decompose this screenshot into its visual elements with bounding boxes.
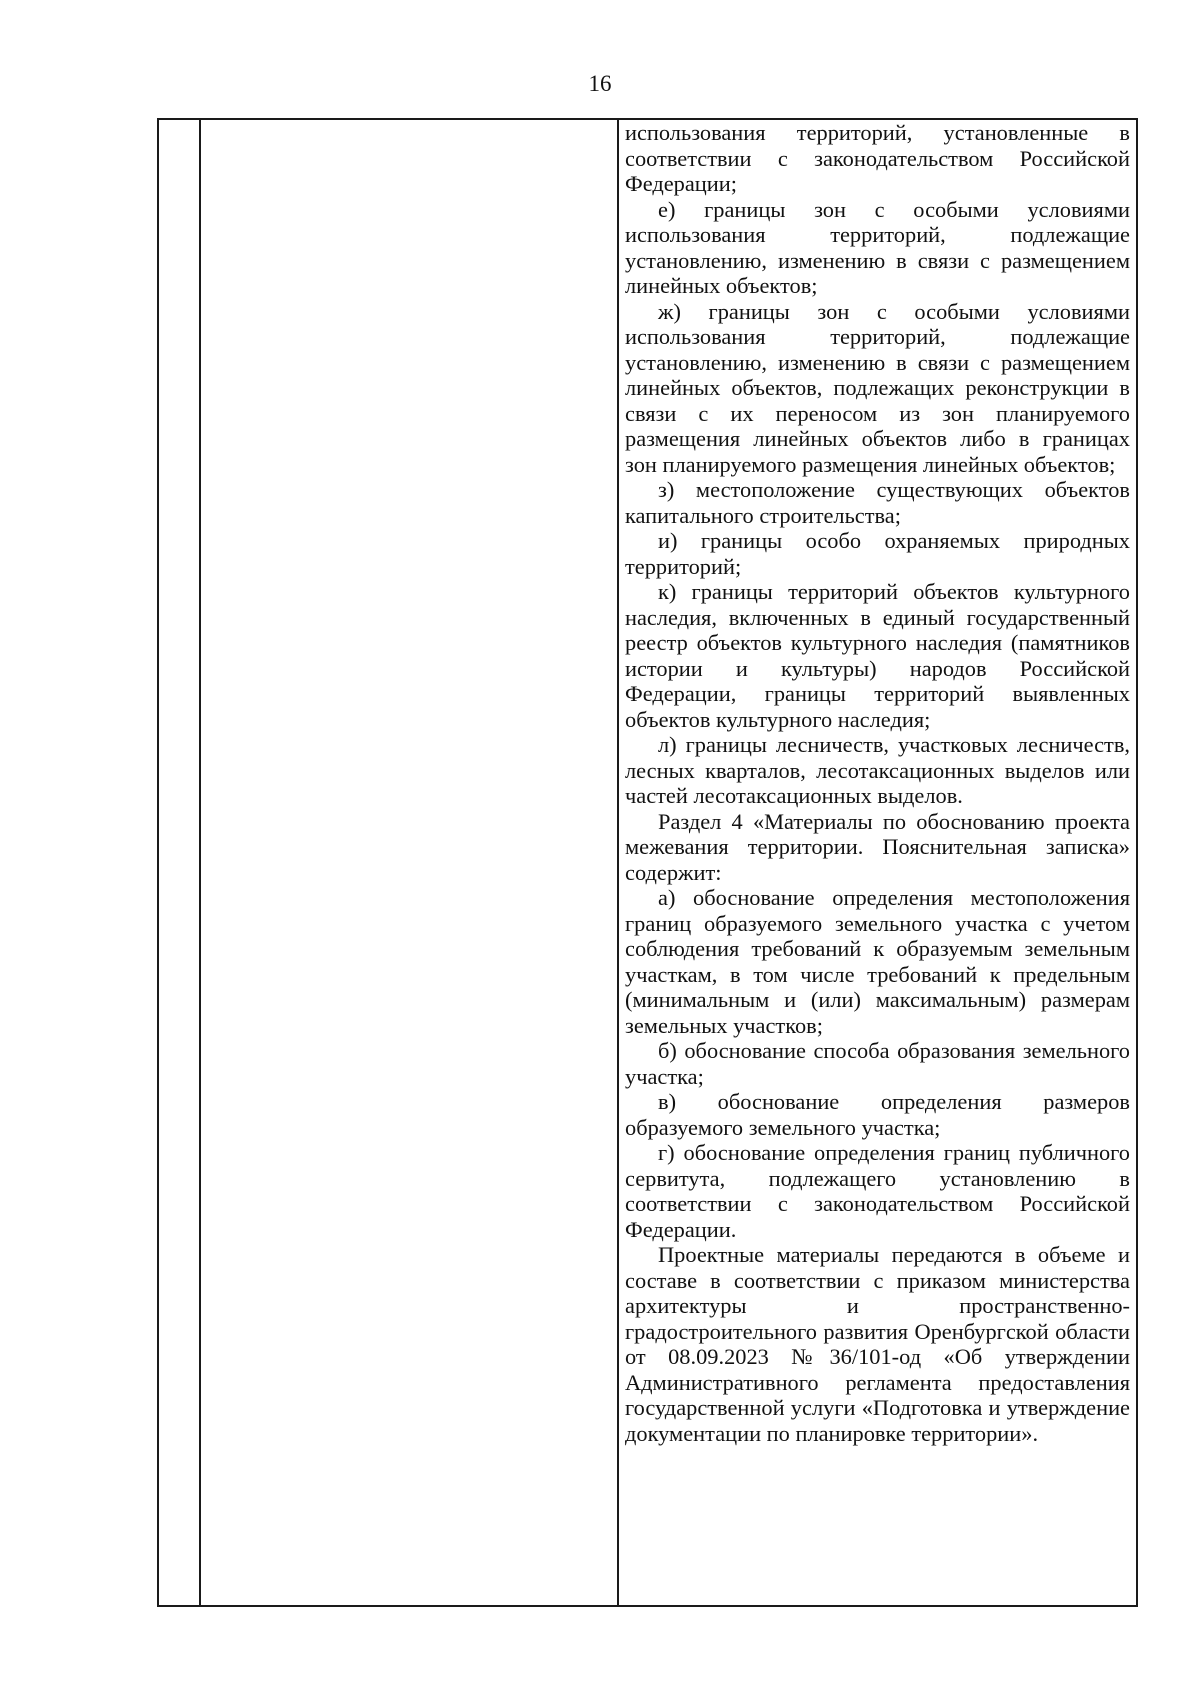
table-column-divider [199,120,201,1605]
document-table [157,118,1138,1607]
paragraph: ж) границы зон с особыми условиями использования территорий, подлежащие установлению, изменению в связи с размещением линейных объектов, подлежащих реконструкции в связи с их переносом из зон планируемого размещения линейных объектов либо в границах зон планируемого размещения линейных объектов; [625,298,1130,477]
paragraph: в) обоснование определения размеров образуемого земельного участка; [625,1089,1130,1140]
paragraph: Проектные материалы передаются в объеме и составе в соответствии с приказом министерства архитектуры и пространственно-градостроительного развития Оренбургской области от 08.09.2023 №36/101-од «Об утверждении Административного регламента предоставления государственной услуги «Подготовка и утверждение документации по планировке территории». [625,1242,1130,1446]
page-number: 16 [588,71,612,96]
paragraph: б) обоснование способа образования земельного участка; [625,1038,1130,1089]
paragraph: Раздел 4 «Материалы по обоснованию проекта межевания территории. Пояснительная записка» содержит: [625,808,1130,885]
paragraph: з) местоположение существующих объектов капитального строительства; [625,477,1130,528]
paragraph: и) границы особо охраняемых природных территорий; [625,528,1130,579]
paragraph: г) обоснование определения границ публичного сервитута, подлежащего установлению в соответствии с законодательством Российской Федерации. [625,1140,1130,1242]
paragraph: к) границы территорий объектов культурного наследия, включенных в единый государственный реестр объектов культурного наследия (памятников истории и культуры) народов Российской Федерации, границы территорий выявленных объектов культурного наследия; [625,579,1130,732]
table-column-divider [617,120,619,1605]
paragraph: а) обоснование определения местоположения границ образуемого земельного участка с учетом соблюдения требований к образуемым земельным участкам, в том числе требований к предельным (минимальным и (или) максимальным) размерам земельных участков; [625,885,1130,1038]
paragraph: л) границы лесничеств, участковых лесничеств, лесных кварталов, лесотаксационных выделов или частей лесотаксационных выделов. [625,732,1130,808]
paragraph: е) границы зон с особыми условиями использования территорий, подлежащие установлению, изменению в связи с размещением линейных объектов; [625,196,1130,298]
table-cell-content [625,120,1130,1446]
paragraph: использования территорий, установленные в соответствии с законодательством Российской Федерации; [625,120,1130,196]
